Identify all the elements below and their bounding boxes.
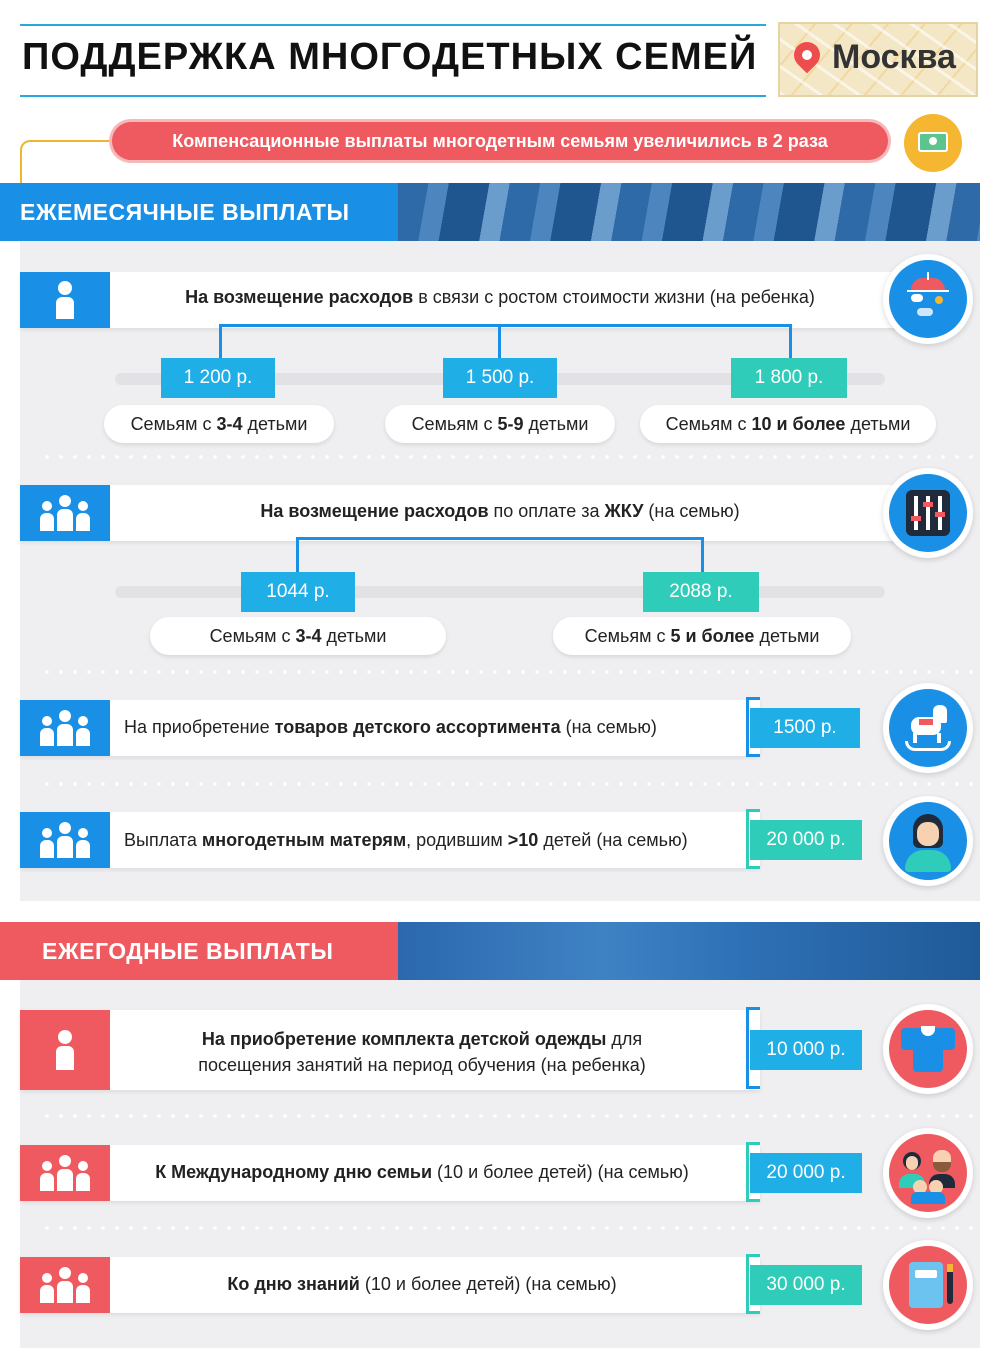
tier-pill: Семьям с 3-4 детьми xyxy=(104,405,334,443)
price-tag: 2088 р. xyxy=(643,572,759,612)
rocking-horse-icon xyxy=(883,683,973,773)
person-icon xyxy=(20,272,110,328)
price-tag: 1044 р. xyxy=(241,572,355,612)
notebook-icon xyxy=(883,1240,973,1330)
monthly-row-1-text: На возмещение расходов в связи с ростом стоимости жизни (на ребенка) xyxy=(185,287,815,307)
headline-banner: Компенсационные выплаты многодетным семьям увеличились в 2 раза xyxy=(112,122,888,160)
page-title: ПОДДЕРЖКА МНОГОДЕТНЫХ СЕМЕЙ xyxy=(22,36,758,78)
shirt-icon xyxy=(883,1004,973,1094)
monthly-row-3-text: На приобретение товаров детского ассортимента (на семью) xyxy=(124,717,657,737)
price-tag: 10 000 р. xyxy=(750,1030,862,1070)
price-tag: 1500 р. xyxy=(750,708,860,748)
tier-rail xyxy=(115,586,885,598)
tier-pill: Семьям с 5-9 детьми xyxy=(385,405,615,443)
title-bottom-line xyxy=(20,95,766,97)
annual-row-2-text: К Международному дню семьи (10 и более детей) (на семью) xyxy=(155,1162,689,1182)
tier-connector-v xyxy=(498,324,501,360)
family-icon xyxy=(20,1257,110,1313)
city-name: Москва xyxy=(832,38,956,76)
person-icon xyxy=(20,1010,110,1090)
equalizer-icon xyxy=(883,468,973,558)
divider-dots xyxy=(40,1114,980,1118)
annual-row-1-text: На приобретение комплекта детской одежды для посещения занятий на период обучения (на ребенка) xyxy=(198,1029,646,1075)
annual-section-title: ЕЖЕГОДНЫЕ ВЫПЛАТЫ xyxy=(0,922,398,980)
mobile-toy-icon xyxy=(883,254,973,344)
family-icon xyxy=(20,700,110,756)
monthly-section-title: ЕЖЕМЕСЯЧНЫЕ ВЫПЛАТЫ xyxy=(0,183,398,241)
annual-section-header xyxy=(0,922,980,980)
tier-pill: Семьям с 3-4 детьми xyxy=(150,617,446,655)
price-tag: 1 500 р. xyxy=(443,358,557,398)
family-icon xyxy=(20,812,110,868)
monthly-row-4-text: Выплата многодетным матерям, родившим >10 детей (на семью) xyxy=(124,830,688,850)
monthly-row-2-text: На возмещение расходов по оплате за ЖКУ (на семью) xyxy=(260,501,740,521)
mother-icon xyxy=(883,796,973,886)
map-pin-icon xyxy=(789,37,826,74)
family-photo xyxy=(398,922,980,980)
annual-row-3-text: Ко дню знаний (10 и более детей) (на семью) xyxy=(227,1274,617,1294)
price-tag: 1 800 р. xyxy=(731,358,847,398)
price-tag: 30 000 р. xyxy=(750,1265,862,1305)
monthly-section-header xyxy=(0,183,980,241)
tier-pill: Семьям с 10 и более детьми xyxy=(640,405,936,443)
tier-pill: Семьям с 5 и более детьми xyxy=(553,617,851,655)
banner-connector xyxy=(20,140,120,185)
city-badge xyxy=(778,22,978,97)
divider-dots xyxy=(40,670,980,674)
money-icon xyxy=(904,114,962,172)
tier-connector-h xyxy=(219,324,791,327)
divider-dots xyxy=(40,1226,980,1230)
price-tag: 20 000 р. xyxy=(750,1153,862,1193)
family-icon xyxy=(20,485,110,541)
title-top-line xyxy=(20,24,766,26)
price-tag: 20 000 р. xyxy=(750,820,862,860)
price-tag: 1 200 р. xyxy=(161,358,275,398)
divider-dots xyxy=(40,782,980,786)
money-photo xyxy=(398,183,980,241)
parents-children-icon xyxy=(883,1128,973,1218)
divider-dots xyxy=(40,455,980,459)
family-icon xyxy=(20,1145,110,1201)
